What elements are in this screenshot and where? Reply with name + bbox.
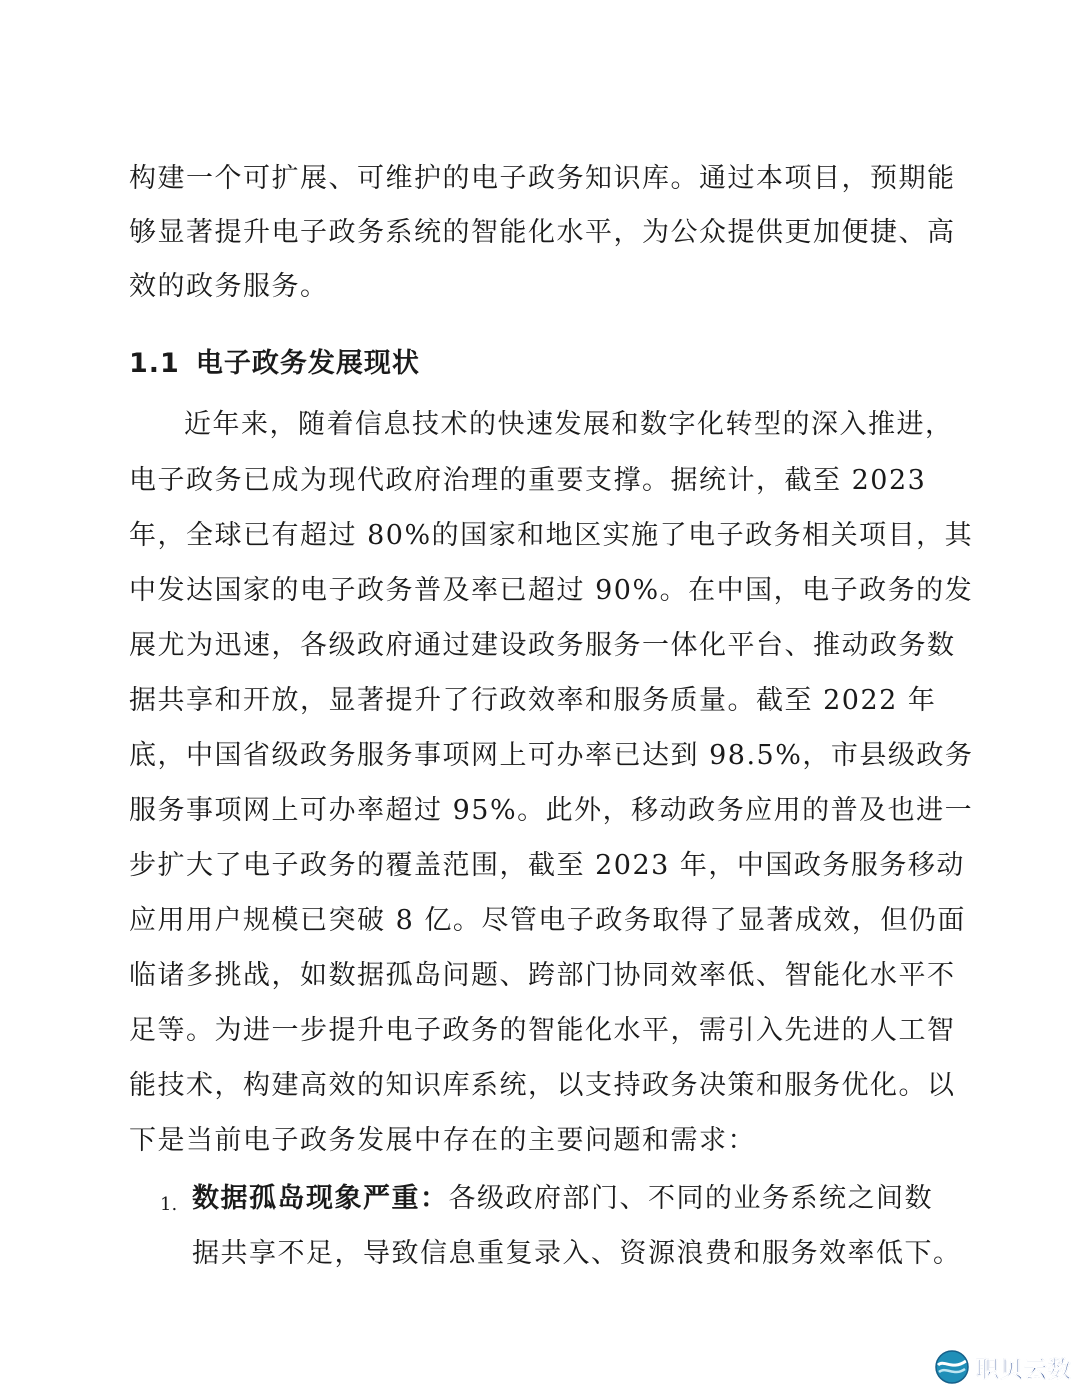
body-line: 足等。为进一步提升电子政务的智能化水平，需引入先进的人工智 — [129, 1015, 956, 1046]
list-item-title: 数据孤岛现象严重： — [192, 1183, 449, 1214]
list-item-line: 据共享不足，导致信息重复录入、资源浪费和服务效率低下。 — [192, 1238, 962, 1269]
intro-line: 够显著提升电子政务系统的智能化水平，为公众提供更加便捷、高 — [129, 217, 956, 248]
section-number: 1.1 — [129, 348, 180, 379]
list-marker: 1. — [160, 1194, 178, 1215]
body-line: 服务事项网上可办率超过 95%。此外，移动政务应用的普及也进一 — [129, 795, 974, 826]
intro-line: 效的政务服务。 — [129, 271, 329, 302]
body-line: 下是当前电子政务发展中存在的主要问题和需求： — [129, 1125, 756, 1156]
body-line: 底，中国省级政务服务事项网上可办率已达到 98.5%，市县级政务 — [129, 740, 974, 771]
section-title: 电子政务发展现状 — [195, 348, 420, 379]
globe-wave-icon — [934, 1349, 970, 1385]
body-line: 临诸多挑战，如数据孤岛问题、跨部门协同效率低、智能化水平不 — [129, 960, 956, 991]
body-line: 步扩大了电子政务的覆盖范围，截至 2023 年，中国政务服务移动 — [129, 850, 965, 881]
section-heading — [129, 345, 420, 383]
body-line: 展尤为迅速，各级政府通过建设政务服务一体化平台、推动政务数 — [129, 630, 956, 661]
body-line: 电子政务已成为现代政府治理的重要支撑。据统计，截至 2023 — [129, 465, 927, 496]
list-item-text: 各级政府部门、不同的业务系统之间数 — [448, 1183, 933, 1214]
watermark-text: 职贝云数 — [976, 1356, 1072, 1383]
body-line: 据共享和开放，显著提升了行政效率和服务质量。截至 2022 年 — [129, 685, 937, 716]
body-line: 应用用户规模已突破 8 亿。尽管电子政务取得了显著成效，但仍面 — [129, 905, 966, 936]
body-line: 近年来，随着信息技术的快速发展和数字化转型的深入推进， — [184, 409, 954, 440]
body-line: 中发达国家的电子政务普及率已超过 90%。在中国，电子政务的发 — [129, 575, 974, 606]
body-line: 年，全球已有超过 80%的国家和地区实施了电子政务相关项目，其 — [129, 520, 974, 551]
list-item-line — [192, 1180, 933, 1218]
watermark — [934, 1349, 1072, 1385]
body-line: 能技术，构建高效的知识库系统，以支持政务决策和服务优化。以 — [129, 1070, 956, 1101]
intro-line: 构建一个可扩展、可维护的电子政务知识库。通过本项目，预期能 — [129, 163, 956, 194]
